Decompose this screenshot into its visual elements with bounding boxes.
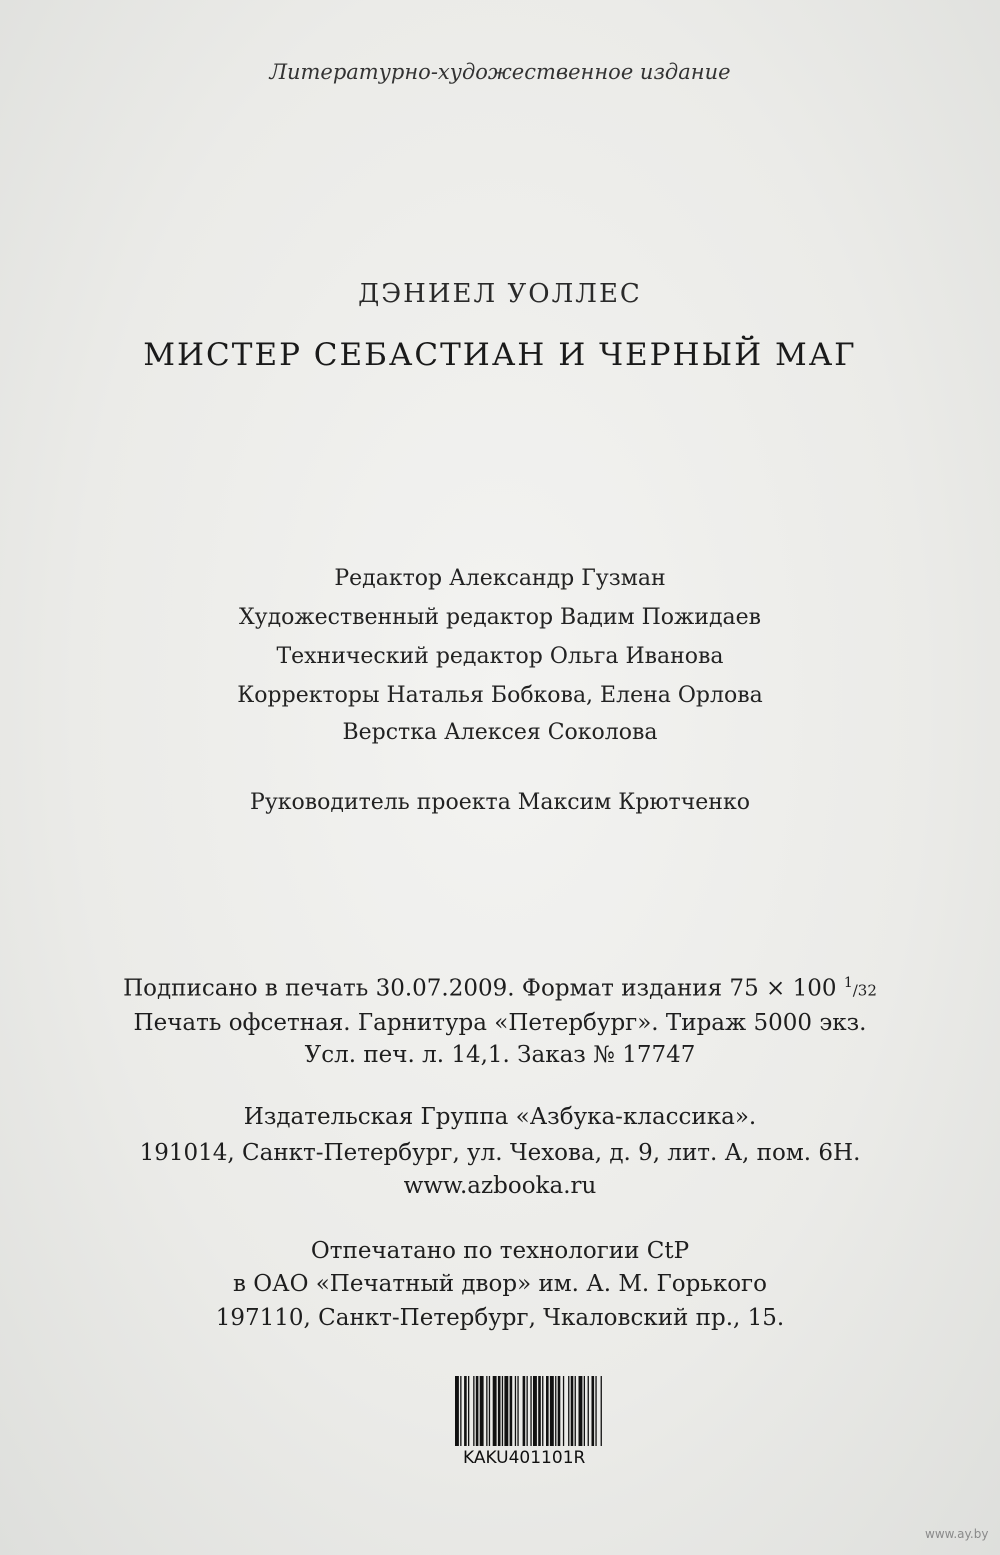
- barcode-bar: [468, 1376, 469, 1446]
- print-info-line2: Печать офсетная. Гарнитура «Петербург». Тираж 5000 экз.: [133, 1010, 867, 1036]
- barcode-bar: [588, 1376, 589, 1446]
- book-title: МИСТЕР СЕБАСТИАН И ЧЕРНЫЙ МАГ: [143, 337, 857, 373]
- barcode-bar: [480, 1376, 484, 1446]
- credit-tech-editor: Технический редактор Ольга Иванова: [276, 644, 724, 669]
- barcode-bar: [464, 1376, 467, 1446]
- barcode-bar: [563, 1376, 564, 1446]
- barcode-bar: [460, 1376, 461, 1446]
- print-info-line1: [0, 976, 1000, 1001]
- barcode-bar: [546, 1376, 549, 1446]
- format-fraction-num: 1: [843, 975, 853, 991]
- barcode-bar: [504, 1376, 508, 1446]
- barcode-bar: [489, 1376, 490, 1446]
- printer-tech: Отпечатано по технологии CtP: [310, 1238, 690, 1264]
- edition-type: Литературно-художественное издание: [269, 60, 731, 84]
- credit-proofreaders: Корректоры Наталья Бобкова, Елена Орлова: [237, 683, 763, 708]
- barcode-bar: [530, 1376, 531, 1446]
- publisher-name: Издательская Группа «Азбука-классика».: [243, 1104, 757, 1130]
- barcode-bar: [498, 1376, 501, 1446]
- credit-editor: Редактор Александр Гузман: [334, 566, 666, 591]
- credit-layout: Верстка Алексея Соколова: [342, 720, 658, 745]
- format-fraction-den: /32: [852, 981, 877, 1000]
- barcode-bar: [571, 1376, 574, 1446]
- credit-art-editor: Художественный редактор Вадим Пожидаев: [238, 605, 762, 630]
- author-name: ДЭНИЕЛ УОЛЛЕС: [358, 279, 642, 309]
- printer-name: в ОАО «Печатный двор» им. А. М. Горького: [233, 1271, 767, 1297]
- barcode-bar: [568, 1376, 569, 1446]
- barcode-bar: [550, 1376, 554, 1446]
- barcode-bar: [601, 1376, 602, 1446]
- barcode-bar: [558, 1376, 561, 1446]
- barcode-bar: [473, 1376, 474, 1446]
- barcode-bar: [542, 1376, 543, 1446]
- barcode-bar: [502, 1376, 503, 1446]
- barcode-bar: [515, 1376, 516, 1446]
- barcode-bar: [575, 1376, 576, 1446]
- barcode-bar: [533, 1376, 537, 1446]
- print-info-line3: Усл. печ. л. 14,1. Заказ № 17747: [304, 1042, 696, 1068]
- barcode-bar: [592, 1376, 595, 1446]
- print-info-format: Подписано в печать 30.07.2009. Формат издания 75 × 100: [123, 975, 844, 1002]
- barcode-bar: [584, 1376, 585, 1446]
- barcode-bar: [493, 1376, 497, 1446]
- publisher-address: 191014, Санкт-Петербург, ул. Чехова, д. 9, лит. А, пом. 6Н.: [139, 1140, 861, 1166]
- publisher-website: www.azbooka.ru: [403, 1173, 597, 1199]
- barcode-bar: [555, 1376, 556, 1446]
- printer-address: 197110, Санкт-Петербург, Чкаловский пр., 15.: [215, 1305, 785, 1331]
- barcode-bar: [510, 1376, 513, 1446]
- barcode-bar: [579, 1376, 583, 1446]
- barcode-bar: [538, 1376, 541, 1446]
- barcode-bar: [476, 1376, 479, 1446]
- watermark: www.ay.by: [925, 1527, 989, 1541]
- barcode-bar: [517, 1376, 518, 1446]
- barcode-code: KAKU401101R: [463, 1448, 586, 1468]
- barcode-bar: [595, 1376, 596, 1446]
- barcode-bar: [455, 1376, 459, 1446]
- barcode-bar: [486, 1376, 487, 1446]
- barcode: [455, 1376, 835, 1516]
- barcode-bar: [523, 1376, 526, 1446]
- barcode-bars: [455, 1376, 630, 1446]
- credit-project-lead: Руководитель проекта Максим Крютченко: [250, 790, 750, 815]
- barcode-bar: [527, 1376, 528, 1446]
